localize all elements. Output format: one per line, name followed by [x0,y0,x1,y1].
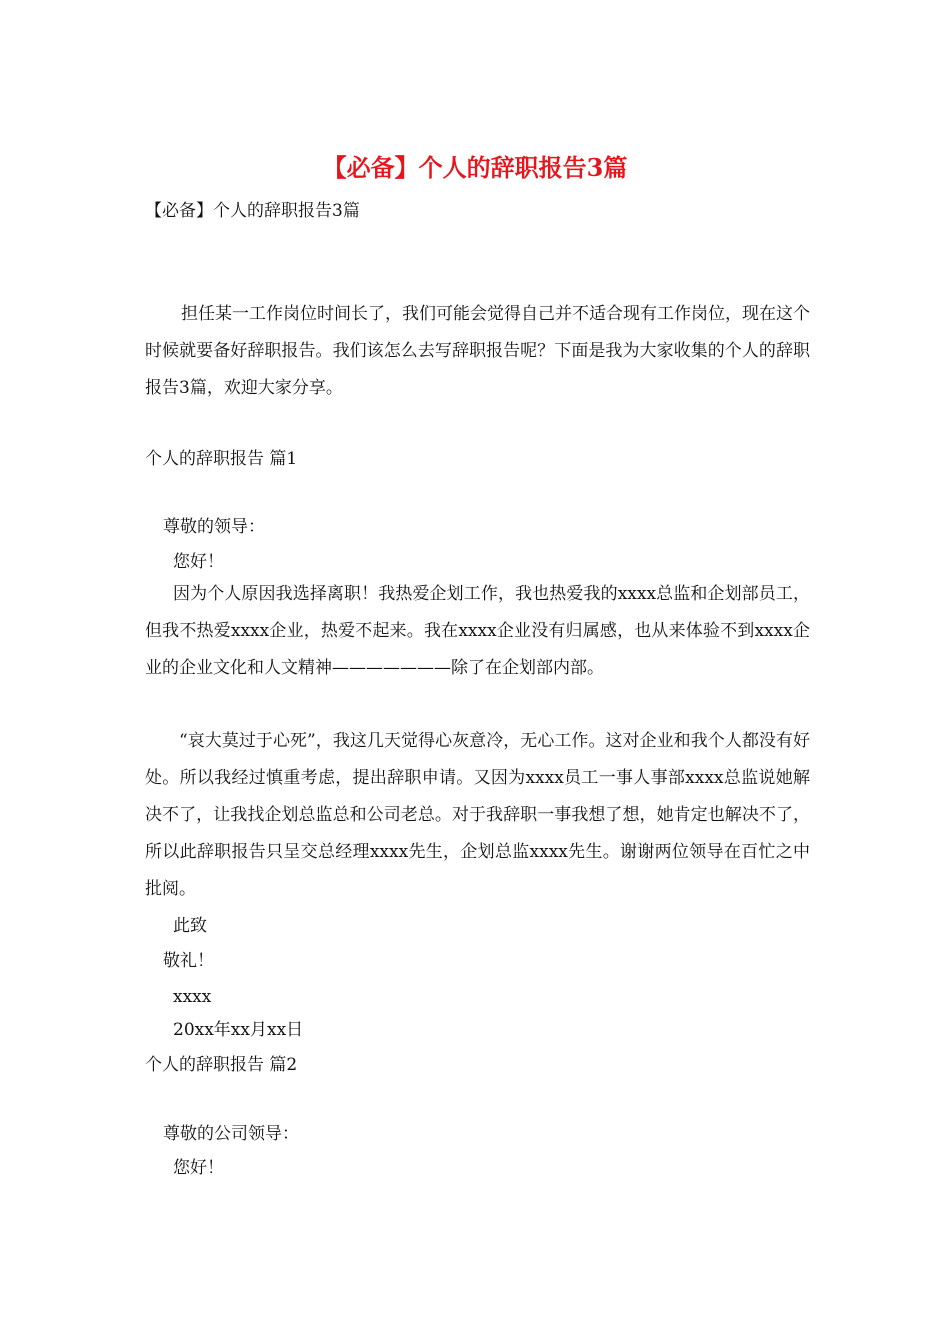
section1-paragraph1: 因为个人原因我选择离职！我热爱企划工作，我也热爱我的xxxx总监和企划部员工，但我不热爱xxxx企业，热爱不起来。我在xxxx企业没有归属感，也从来体验不到xxxx企业的企业文化和人文精神———————除了在企划部内部。 [145,584,810,678]
section1-date: 20xx年xx月xx日 [173,1020,304,1040]
section1-heading: 个人的辞职报告 篇1 [145,449,298,469]
document-title: 【必备】个人的辞职报告3篇 [322,153,628,182]
intro-paragraph: 担任某一工作岗位时间长了，我们可能会觉得自己并不适合现有工作岗位，现在这个时候就要备好辞职报告。我们该怎么去写辞职报告呢？下面是我为大家收集的个人的辞职报告3篇，欢迎大家分享。 [145,304,810,398]
section1-signature: xxxx [173,987,212,1007]
document-subtitle: 【必备】个人的辞职报告3篇 [145,201,360,221]
section1-closing-1: 此致 [173,916,207,936]
section2-heading: 个人的辞职报告 篇2 [145,1055,298,1075]
section2-greeting: 您好！ [173,1158,224,1178]
section1-closing-2: 敬礼！ [163,951,214,971]
section2-salutation: 尊敬的公司领导： [163,1124,299,1144]
section1-greeting: 您好！ [173,552,224,572]
section1-paragraph2: “哀大莫过于心死”，我这几天觉得心灰意冷，无心工作。这对企业和我个人都没有好处。所以我经过慎重考虑，提出辞职申请。又因为xxxx员工一事人事部xxxx总监说她解决不了，让我找企划总监总和公司老总。对于我辞职一事我想了想，她肯定也解决不了，所以此辞职报告只呈交总经理xxxx先生，企划总监xxxx先生。谢谢两位领导在百忙之中批阅。 [145,731,810,899]
section1-salutation: 尊敬的领导： [163,517,265,537]
